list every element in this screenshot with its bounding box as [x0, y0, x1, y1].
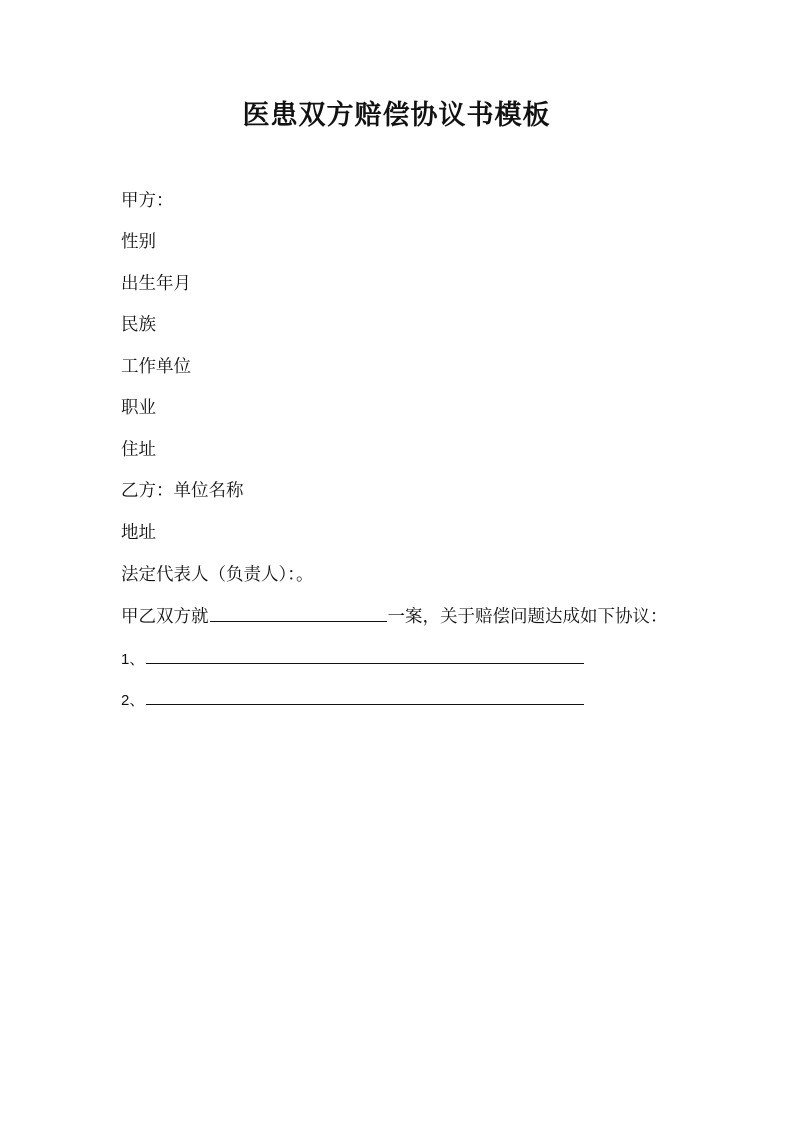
agreement-statement — [121, 604, 668, 629]
field-legal-representative: 法定代表人（负责人）：。 — [121, 565, 314, 585]
field-address-a: 住址 — [121, 440, 156, 460]
agreement-prefix: 甲乙双方就 — [121, 607, 209, 627]
document-title: 医患双方赔偿协议书模板 — [242, 100, 551, 131]
item-blank-line — [146, 687, 584, 705]
party-a-label: 甲方： — [121, 191, 174, 211]
party-b-label: 乙方：单位名称 — [121, 481, 244, 501]
item-number: 1、 — [121, 651, 145, 668]
item-blank-line — [146, 646, 584, 664]
case-blank-line — [210, 604, 387, 622]
agreement-item-1 — [121, 646, 584, 672]
field-address-b: 地址 — [121, 523, 156, 543]
agreement-item-2 — [121, 687, 584, 713]
item-number: 2、 — [121, 692, 145, 709]
field-birth-date: 出生年月 — [121, 274, 191, 294]
field-ethnicity: 民族 — [121, 315, 156, 335]
field-gender: 性别 — [121, 232, 156, 252]
field-workplace: 工作单位 — [121, 357, 191, 377]
agreement-suffix: 一案，关于赔偿问题达成如下协议： — [387, 607, 668, 627]
field-occupation: 职业 — [121, 398, 156, 418]
